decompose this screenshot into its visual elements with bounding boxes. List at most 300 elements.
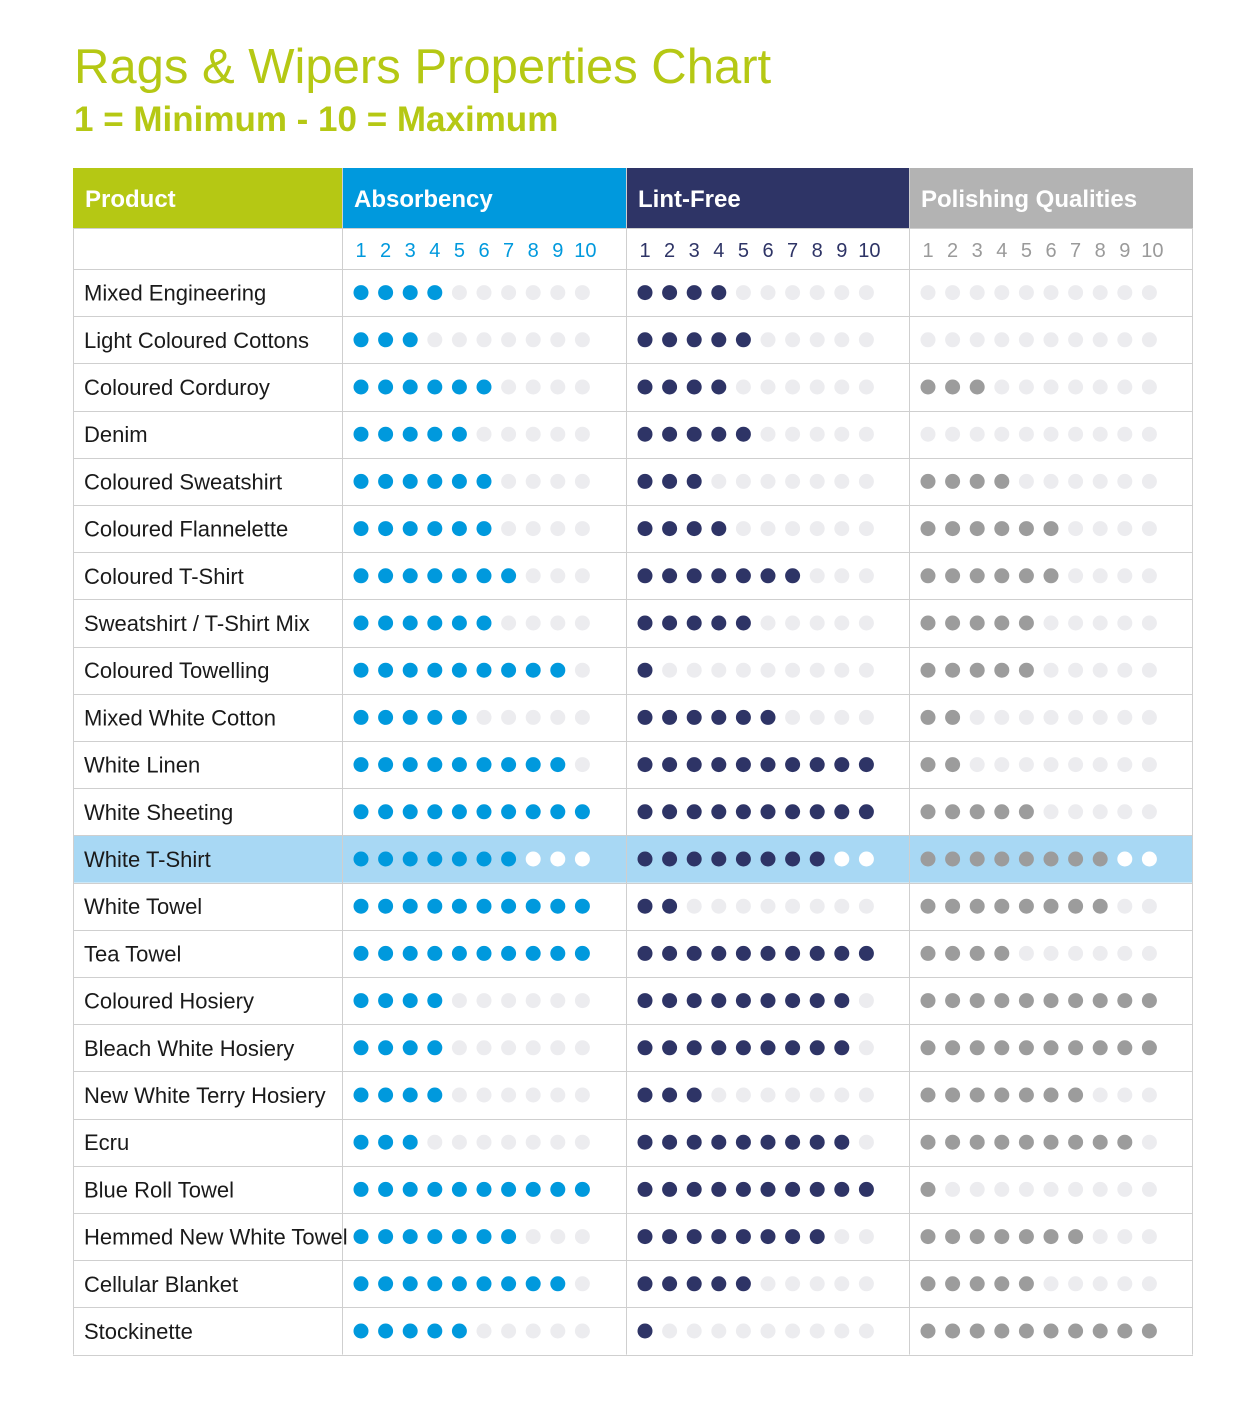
rating-dot-polishing-empty bbox=[1117, 427, 1132, 442]
rating-dot-lint_free-filled bbox=[810, 1229, 825, 1244]
rating-dot-polishing-filled bbox=[921, 1088, 936, 1103]
rating-dot-absorbency-filled bbox=[354, 993, 369, 1008]
rating-dot-absorbency-filled bbox=[427, 710, 442, 725]
rating-dot-absorbency-filled bbox=[403, 852, 418, 867]
rating-dot-absorbency-empty bbox=[575, 380, 590, 395]
rating-dot-polishing-empty bbox=[1117, 1229, 1132, 1244]
rating-dot-lint_free-filled bbox=[687, 757, 702, 772]
rating-dot-lint_free-empty bbox=[687, 663, 702, 678]
rating-dot-lint_free-filled bbox=[638, 663, 653, 678]
rating-dot-polishing-empty bbox=[1117, 332, 1132, 347]
rating-dot-polishing-empty bbox=[1068, 946, 1083, 961]
rating-dot-lint_free-empty bbox=[810, 427, 825, 442]
rating-dot-polishing-empty bbox=[1044, 663, 1059, 678]
rating-dot-polishing-empty bbox=[1117, 946, 1132, 961]
rating-dot-absorbency-filled bbox=[477, 852, 492, 867]
rating-dot-lint_free-filled bbox=[687, 427, 702, 442]
rating-dot-polishing-filled bbox=[921, 993, 936, 1008]
rating-dot-absorbency-filled bbox=[427, 663, 442, 678]
rating-dot-absorbency-empty bbox=[526, 852, 541, 867]
rating-dot-polishing-empty bbox=[1142, 285, 1157, 300]
rating-dot-polishing-filled bbox=[1019, 852, 1034, 867]
product-name: White Linen bbox=[84, 752, 201, 778]
rating-dot-lint_free-empty bbox=[834, 1276, 849, 1291]
rating-dot-lint_free-filled bbox=[736, 1276, 751, 1291]
rating-dot-polishing-filled bbox=[1019, 1088, 1034, 1103]
rating-dot-absorbency-filled bbox=[378, 380, 393, 395]
rating-dot-lint_free-filled bbox=[662, 946, 677, 961]
rating-dot-polishing-filled bbox=[970, 993, 985, 1008]
rating-dot-lint_free-filled bbox=[638, 899, 653, 914]
rating-dot-absorbency-filled bbox=[550, 804, 565, 819]
header-product-label: Product bbox=[85, 186, 176, 213]
header-absorbency-label: Absorbency bbox=[354, 186, 493, 213]
rating-dot-absorbency-filled bbox=[550, 946, 565, 961]
rating-dot-absorbency-empty bbox=[575, 1088, 590, 1103]
rating-dot-absorbency-empty bbox=[575, 521, 590, 536]
rating-dot-lint_free-filled bbox=[638, 1040, 653, 1055]
rating-dot-polishing-filled bbox=[1068, 1135, 1083, 1150]
product-name: Coloured Towelling bbox=[84, 658, 270, 684]
scale-number-lint_free: 3 bbox=[688, 240, 700, 262]
rating-dot-polishing-empty bbox=[1093, 285, 1108, 300]
rating-dot-lint_free-filled bbox=[687, 1229, 702, 1244]
rating-dot-polishing-filled bbox=[994, 946, 1009, 961]
rating-dot-lint_free-filled bbox=[662, 380, 677, 395]
rating-dot-lint_free-filled bbox=[662, 757, 677, 772]
rating-dot-absorbency-filled bbox=[378, 521, 393, 536]
rating-dot-lint_free-empty bbox=[810, 1088, 825, 1103]
rating-dot-lint_free-filled bbox=[711, 1276, 726, 1291]
rating-dot-polishing-empty bbox=[1142, 946, 1157, 961]
rating-dot-polishing-filled bbox=[994, 993, 1009, 1008]
rating-dot-lint_free-filled bbox=[687, 852, 702, 867]
rating-dot-lint_free-empty bbox=[711, 1324, 726, 1339]
rating-dot-absorbency-filled bbox=[550, 663, 565, 678]
rating-dot-polishing-filled bbox=[994, 1088, 1009, 1103]
scale-number-lint_free: 2 bbox=[664, 240, 676, 262]
rating-dot-lint_free-filled bbox=[638, 1135, 653, 1150]
rating-dot-polishing-filled bbox=[1068, 1040, 1083, 1055]
rating-dot-lint_free-empty bbox=[859, 474, 874, 489]
rating-dot-polishing-empty bbox=[970, 710, 985, 725]
rating-dot-absorbency-filled bbox=[378, 852, 393, 867]
rating-dot-lint_free-empty bbox=[785, 380, 800, 395]
rating-dot-absorbency-empty bbox=[526, 474, 541, 489]
rating-dot-lint_free-empty bbox=[711, 474, 726, 489]
rating-dot-polishing-empty bbox=[1117, 521, 1132, 536]
rating-dot-absorbency-filled bbox=[403, 899, 418, 914]
rating-dot-lint_free-empty bbox=[859, 1276, 874, 1291]
scale-number-lint_free: 9 bbox=[836, 240, 848, 262]
rating-dot-lint_free-empty bbox=[761, 474, 776, 489]
rating-dot-absorbency-empty bbox=[575, 1276, 590, 1291]
rating-dot-polishing-filled bbox=[994, 663, 1009, 678]
rating-dot-polishing-empty bbox=[1068, 568, 1083, 583]
rating-dot-lint_free-filled bbox=[810, 946, 825, 961]
rating-dot-absorbency-filled bbox=[354, 1135, 369, 1150]
rating-dot-polishing-filled bbox=[921, 710, 936, 725]
rating-dot-absorbency-filled bbox=[354, 1182, 369, 1197]
rating-dot-absorbency-filled bbox=[477, 899, 492, 914]
rating-dot-lint_free-empty bbox=[834, 380, 849, 395]
rating-dot-absorbency-filled bbox=[526, 757, 541, 772]
rating-dot-polishing-filled bbox=[1093, 993, 1108, 1008]
product-name: Mixed White Cotton bbox=[84, 705, 276, 731]
scale-number-absorbency: 1 bbox=[355, 240, 367, 262]
rating-dot-lint_free-empty bbox=[785, 1324, 800, 1339]
rating-dot-lint_free-filled bbox=[711, 616, 726, 631]
rating-dot-lint_free-empty bbox=[859, 568, 874, 583]
rating-dot-polishing-empty bbox=[1093, 380, 1108, 395]
rating-dot-absorbency-filled bbox=[526, 899, 541, 914]
rating-dot-lint_free-empty bbox=[859, 380, 874, 395]
rating-dot-polishing-filled bbox=[970, 946, 985, 961]
rating-dot-absorbency-filled bbox=[378, 1276, 393, 1291]
rating-dot-absorbency-filled bbox=[354, 474, 369, 489]
rating-dot-lint_free-empty bbox=[834, 427, 849, 442]
scale-number-polishing: 4 bbox=[996, 240, 1008, 262]
rating-dot-lint_free-filled bbox=[687, 1088, 702, 1103]
product-name: Cellular Blanket bbox=[84, 1271, 239, 1297]
rating-dot-absorbency-filled bbox=[427, 474, 442, 489]
rating-dot-absorbency-filled bbox=[403, 427, 418, 442]
rating-dot-absorbency-filled bbox=[452, 757, 467, 772]
rating-dot-polishing-empty bbox=[994, 710, 1009, 725]
chart-title: Rags & Wipers Properties Chart bbox=[74, 40, 772, 94]
rating-dot-lint_free-filled bbox=[662, 332, 677, 347]
rating-dot-absorbency-filled bbox=[427, 804, 442, 819]
rating-dot-lint_free-filled bbox=[736, 1135, 751, 1150]
rating-dot-polishing-filled bbox=[970, 616, 985, 631]
rating-dot-lint_free-empty bbox=[834, 1324, 849, 1339]
rating-dot-lint_free-filled bbox=[638, 710, 653, 725]
rating-dot-absorbency-filled bbox=[477, 521, 492, 536]
rating-dot-polishing-empty bbox=[1068, 804, 1083, 819]
rating-dot-absorbency-filled bbox=[354, 1229, 369, 1244]
rating-dot-polishing-filled bbox=[921, 616, 936, 631]
rating-dot-lint_free-filled bbox=[711, 332, 726, 347]
rating-dot-polishing-empty bbox=[1117, 380, 1132, 395]
rating-dot-polishing-empty bbox=[970, 1182, 985, 1197]
rating-dot-polishing-empty bbox=[994, 332, 1009, 347]
rating-dot-absorbency-empty bbox=[501, 710, 516, 725]
rating-dot-lint_free-empty bbox=[711, 1088, 726, 1103]
rating-dot-lint_free-filled bbox=[662, 427, 677, 442]
rating-dot-absorbency-filled bbox=[452, 1182, 467, 1197]
rating-dot-polishing-empty bbox=[1093, 616, 1108, 631]
rating-dot-absorbency-filled bbox=[501, 852, 516, 867]
rating-dot-lint_free-filled bbox=[785, 568, 800, 583]
rating-dot-lint_free-filled bbox=[736, 1040, 751, 1055]
rating-dot-lint_free-filled bbox=[761, 1229, 776, 1244]
scale-number-absorbency: 4 bbox=[429, 240, 441, 262]
rating-dot-polishing-filled bbox=[1142, 1324, 1157, 1339]
rating-dot-absorbency-empty bbox=[550, 332, 565, 347]
rating-dot-absorbency-empty bbox=[575, 474, 590, 489]
rating-dot-lint_free-filled bbox=[687, 993, 702, 1008]
rating-dot-lint_free-filled bbox=[638, 852, 653, 867]
scale-number-polishing: 2 bbox=[947, 240, 959, 262]
scale-number-lint_free: 6 bbox=[762, 240, 774, 262]
rating-dot-polishing-empty bbox=[970, 332, 985, 347]
rating-dot-polishing-empty bbox=[1068, 1276, 1083, 1291]
rating-dot-lint_free-filled bbox=[810, 804, 825, 819]
rating-dot-absorbency-empty bbox=[526, 427, 541, 442]
rating-dot-polishing-empty bbox=[1142, 804, 1157, 819]
rating-dot-absorbency-filled bbox=[354, 1324, 369, 1339]
rating-dot-lint_free-filled bbox=[785, 993, 800, 1008]
rating-dot-lint_free-filled bbox=[834, 1135, 849, 1150]
rating-dot-absorbency-filled bbox=[354, 616, 369, 631]
rating-dot-lint_free-empty bbox=[810, 521, 825, 536]
rating-dot-polishing-empty bbox=[1093, 1229, 1108, 1244]
product-name: Ecru bbox=[84, 1130, 130, 1156]
rating-dot-absorbency-filled bbox=[354, 852, 369, 867]
rating-dot-lint_free-filled bbox=[810, 1135, 825, 1150]
rating-dot-polishing-empty bbox=[970, 285, 985, 300]
rating-dot-polishing-empty bbox=[1019, 285, 1034, 300]
rating-dot-lint_free-filled bbox=[761, 757, 776, 772]
rating-dot-polishing-filled bbox=[945, 616, 960, 631]
rating-dot-lint_free-filled bbox=[711, 946, 726, 961]
rating-dot-polishing-empty bbox=[1093, 757, 1108, 772]
rating-dot-absorbency-filled bbox=[354, 568, 369, 583]
rating-dot-lint_free-empty bbox=[810, 899, 825, 914]
rating-dot-lint_free-empty bbox=[761, 663, 776, 678]
rating-dot-absorbency-filled bbox=[452, 804, 467, 819]
rating-dot-absorbency-filled bbox=[378, 710, 393, 725]
rating-dot-polishing-empty bbox=[1117, 568, 1132, 583]
product-name: Coloured Corduroy bbox=[84, 375, 270, 400]
rating-dot-lint_free-filled bbox=[711, 1182, 726, 1197]
rating-dot-polishing-empty bbox=[1117, 663, 1132, 678]
rating-dot-absorbency-filled bbox=[452, 1324, 467, 1339]
scale-number-absorbency: 2 bbox=[380, 240, 392, 262]
rating-dot-polishing-empty bbox=[1117, 804, 1132, 819]
rating-dot-absorbency-filled bbox=[427, 521, 442, 536]
rating-dot-lint_free-empty bbox=[736, 1088, 751, 1103]
header-polishing-label: Polishing Qualities bbox=[921, 186, 1138, 213]
rating-dot-polishing-empty bbox=[1142, 568, 1157, 583]
rating-dot-absorbency-empty bbox=[526, 1324, 541, 1339]
scale-number-absorbency: 6 bbox=[478, 240, 490, 262]
rating-dot-polishing-empty bbox=[1142, 899, 1157, 914]
rating-dot-absorbency-filled bbox=[452, 1229, 467, 1244]
rating-dot-lint_free-empty bbox=[785, 616, 800, 631]
rating-dot-polishing-filled bbox=[1044, 1088, 1059, 1103]
rating-dot-absorbency-filled bbox=[477, 380, 492, 395]
rating-dot-absorbency-filled bbox=[427, 852, 442, 867]
rating-dot-polishing-filled bbox=[970, 1135, 985, 1150]
rating-dot-polishing-empty bbox=[1044, 380, 1059, 395]
rating-dot-polishing-filled bbox=[1019, 1229, 1034, 1244]
rating-dot-lint_free-filled bbox=[711, 1229, 726, 1244]
rating-dot-polishing-empty bbox=[921, 332, 936, 347]
rating-dot-absorbency-empty bbox=[550, 1229, 565, 1244]
rating-dot-polishing-empty bbox=[1117, 852, 1132, 867]
rating-dot-absorbency-filled bbox=[354, 427, 369, 442]
rating-dot-absorbency-empty bbox=[477, 332, 492, 347]
rating-dot-lint_free-filled bbox=[711, 993, 726, 1008]
rating-dot-polishing-filled bbox=[921, 1229, 936, 1244]
rating-dot-absorbency-filled bbox=[378, 1135, 393, 1150]
rating-dot-absorbency-empty bbox=[501, 427, 516, 442]
rating-dot-polishing-empty bbox=[1093, 1276, 1108, 1291]
rating-dot-lint_free-filled bbox=[736, 616, 751, 631]
rating-dot-absorbency-empty bbox=[575, 568, 590, 583]
rating-dot-absorbency-filled bbox=[427, 1324, 442, 1339]
rating-dot-lint_free-empty bbox=[859, 616, 874, 631]
rating-dot-absorbency-empty bbox=[550, 474, 565, 489]
rating-dot-polishing-filled bbox=[994, 1229, 1009, 1244]
rating-dot-absorbency-empty bbox=[477, 427, 492, 442]
rating-dot-absorbency-filled bbox=[378, 1229, 393, 1244]
rating-dot-lint_free-filled bbox=[834, 804, 849, 819]
rating-dot-lint_free-empty bbox=[761, 285, 776, 300]
rating-dot-polishing-filled bbox=[994, 804, 1009, 819]
rating-dot-lint_free-filled bbox=[638, 1229, 653, 1244]
rating-dot-lint_free-filled bbox=[711, 757, 726, 772]
rating-dot-absorbency-filled bbox=[452, 521, 467, 536]
rating-dot-absorbency-filled bbox=[403, 521, 418, 536]
rating-dot-polishing-filled bbox=[945, 804, 960, 819]
rating-dot-polishing-empty bbox=[1019, 757, 1034, 772]
chart-subtitle: 1 = Minimum - 10 = Maximum bbox=[74, 100, 559, 139]
rating-dot-lint_free-filled bbox=[785, 1229, 800, 1244]
rating-dot-polishing-filled bbox=[970, 474, 985, 489]
rating-dot-polishing-filled bbox=[1044, 1229, 1059, 1244]
rating-dot-lint_free-filled bbox=[687, 1182, 702, 1197]
rating-dot-lint_free-empty bbox=[834, 521, 849, 536]
rating-dot-absorbency-filled bbox=[477, 1229, 492, 1244]
rating-dot-polishing-empty bbox=[1019, 427, 1034, 442]
rating-dot-absorbency-filled bbox=[354, 1276, 369, 1291]
rating-dot-absorbency-empty bbox=[526, 1088, 541, 1103]
product-name: Coloured Flannelette bbox=[84, 516, 289, 542]
rating-dot-absorbency-filled bbox=[427, 993, 442, 1008]
rating-dot-lint_free-filled bbox=[761, 1182, 776, 1197]
rating-dot-lint_free-empty bbox=[736, 474, 751, 489]
rating-dot-lint_free-filled bbox=[662, 852, 677, 867]
rating-dot-absorbency-filled bbox=[378, 946, 393, 961]
rating-dot-lint_free-filled bbox=[736, 757, 751, 772]
rating-dot-polishing-empty bbox=[1068, 474, 1083, 489]
rating-dot-absorbency-empty bbox=[575, 332, 590, 347]
rating-dot-lint_free-empty bbox=[687, 1324, 702, 1339]
rating-dot-lint_free-filled bbox=[761, 1040, 776, 1055]
rating-dot-absorbency-filled bbox=[477, 804, 492, 819]
rating-dot-polishing-empty bbox=[1068, 616, 1083, 631]
rating-dot-polishing-empty bbox=[1044, 946, 1059, 961]
rating-dot-polishing-filled bbox=[945, 1135, 960, 1150]
rating-dot-lint_free-empty bbox=[785, 332, 800, 347]
rating-dot-lint_free-filled bbox=[638, 804, 653, 819]
rating-dot-absorbency-filled bbox=[452, 474, 467, 489]
rating-dot-absorbency-filled bbox=[501, 899, 516, 914]
rating-dot-absorbency-filled bbox=[452, 380, 467, 395]
rating-dot-absorbency-empty bbox=[526, 568, 541, 583]
rating-dot-absorbency-filled bbox=[427, 616, 442, 631]
scale-number-absorbency: 8 bbox=[527, 240, 539, 262]
rating-dot-absorbency-filled bbox=[427, 946, 442, 961]
rating-dot-lint_free-filled bbox=[785, 1040, 800, 1055]
rating-dot-polishing-filled bbox=[994, 521, 1009, 536]
rating-dot-polishing-filled bbox=[1117, 1135, 1132, 1150]
rating-dot-lint_free-filled bbox=[785, 1135, 800, 1150]
rating-dot-absorbency-filled bbox=[378, 616, 393, 631]
rating-dot-absorbency-filled bbox=[403, 380, 418, 395]
rating-dot-polishing-empty bbox=[1068, 757, 1083, 772]
rating-dot-lint_free-filled bbox=[736, 1229, 751, 1244]
rating-dot-lint_free-filled bbox=[761, 568, 776, 583]
rating-dot-absorbency-filled bbox=[477, 663, 492, 678]
rating-dot-absorbency-filled bbox=[403, 1135, 418, 1150]
rating-dot-absorbency-empty bbox=[477, 1135, 492, 1150]
rating-dot-polishing-empty bbox=[1117, 1276, 1132, 1291]
rating-dot-absorbency-empty bbox=[575, 427, 590, 442]
scale-number-lint_free: 10 bbox=[858, 240, 881, 262]
rating-dot-polishing-empty bbox=[945, 332, 960, 347]
rating-dot-lint_free-empty bbox=[662, 1324, 677, 1339]
rating-dot-polishing-filled bbox=[1019, 1324, 1034, 1339]
rating-dot-lint_free-filled bbox=[662, 616, 677, 631]
rating-dot-lint_free-filled bbox=[810, 757, 825, 772]
rating-dot-polishing-empty bbox=[994, 380, 1009, 395]
product-name: White Towel bbox=[84, 894, 203, 920]
rating-dot-polishing-empty bbox=[994, 1182, 1009, 1197]
rating-dot-lint_free-empty bbox=[785, 1088, 800, 1103]
scale-number-polishing: 3 bbox=[971, 240, 983, 262]
rating-dot-lint_free-filled bbox=[711, 380, 726, 395]
rating-dot-lint_free-filled bbox=[687, 946, 702, 961]
rating-dot-polishing-filled bbox=[994, 899, 1009, 914]
rating-dot-absorbency-empty bbox=[575, 1135, 590, 1150]
rating-dot-absorbency-empty bbox=[526, 285, 541, 300]
rating-dot-lint_free-empty bbox=[834, 568, 849, 583]
rating-dot-absorbency-filled bbox=[526, 946, 541, 961]
rating-dot-lint_free-filled bbox=[638, 380, 653, 395]
scale-number-absorbency: 3 bbox=[404, 240, 416, 262]
rating-dot-lint_free-filled bbox=[785, 804, 800, 819]
scale-number-polishing: 6 bbox=[1045, 240, 1057, 262]
rating-dot-lint_free-empty bbox=[859, 993, 874, 1008]
scale-number-lint_free: 1 bbox=[639, 240, 651, 262]
product-name: White T-Shirt bbox=[84, 847, 211, 872]
rating-dot-absorbency-filled bbox=[427, 285, 442, 300]
rating-dot-polishing-empty bbox=[1142, 332, 1157, 347]
rating-dot-lint_free-empty bbox=[761, 1276, 776, 1291]
rating-dot-lint_free-empty bbox=[834, 852, 849, 867]
rating-dot-polishing-empty bbox=[1142, 1229, 1157, 1244]
scale-number-absorbency: 9 bbox=[552, 240, 564, 262]
rating-dot-polishing-filled bbox=[1093, 899, 1108, 914]
rating-dot-lint_free-empty bbox=[785, 1276, 800, 1291]
rating-dot-polishing-empty bbox=[1019, 380, 1034, 395]
rating-dot-absorbency-filled bbox=[501, 568, 516, 583]
rating-dot-polishing-filled bbox=[1117, 1040, 1132, 1055]
rating-dot-polishing-filled bbox=[1019, 521, 1034, 536]
scale-number-polishing: 10 bbox=[1141, 240, 1164, 262]
rating-dot-lint_free-empty bbox=[810, 380, 825, 395]
rating-dot-lint_free-empty bbox=[859, 852, 874, 867]
rating-dot-polishing-empty bbox=[1093, 568, 1108, 583]
rating-dot-lint_free-empty bbox=[761, 427, 776, 442]
rating-dot-polishing-empty bbox=[1142, 380, 1157, 395]
rating-dot-lint_free-filled bbox=[711, 568, 726, 583]
rating-dot-lint_free-empty bbox=[834, 663, 849, 678]
rating-dot-polishing-filled bbox=[921, 663, 936, 678]
